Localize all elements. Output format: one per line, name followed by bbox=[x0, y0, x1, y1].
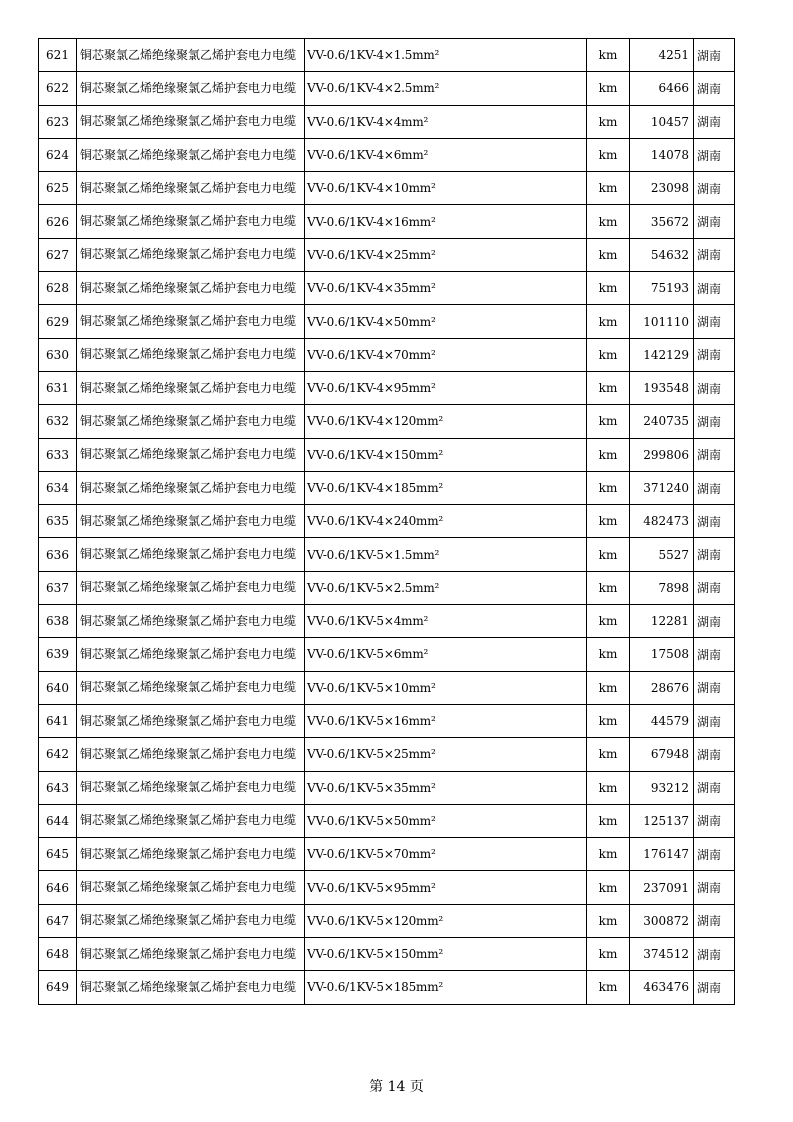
unit: km bbox=[587, 738, 630, 771]
price: 482473 bbox=[630, 505, 694, 538]
product-spec: VV-0.6/1KV-4×1.5mm² bbox=[305, 39, 587, 72]
unit: km bbox=[587, 205, 630, 238]
product-spec: VV-0.6/1KV-4×6mm² bbox=[305, 138, 587, 171]
page-number: 第 14 页 bbox=[369, 1079, 424, 1095]
unit: km bbox=[587, 405, 630, 438]
region: 湖南 bbox=[694, 138, 735, 171]
price: 23098 bbox=[630, 172, 694, 205]
unit: km bbox=[587, 39, 630, 72]
table-row bbox=[39, 605, 735, 638]
product-name: 铜芯聚氯乙烯绝缘聚氯乙烯护套电力电缆 bbox=[77, 671, 305, 704]
product-spec: VV-0.6/1KV-5×185mm² bbox=[305, 971, 587, 1004]
table-row bbox=[39, 205, 735, 238]
price: 142129 bbox=[630, 338, 694, 371]
row-number: 638 bbox=[39, 605, 77, 638]
product-name: 铜芯聚氯乙烯绝缘聚氯乙烯护套电力电缆 bbox=[77, 605, 305, 638]
price: 101110 bbox=[630, 305, 694, 338]
unit: km bbox=[587, 238, 630, 271]
region: 湖南 bbox=[694, 971, 735, 1004]
row-number: 623 bbox=[39, 105, 77, 138]
table-row bbox=[39, 971, 735, 1004]
price: 12281 bbox=[630, 605, 694, 638]
region: 湖南 bbox=[694, 471, 735, 504]
row-number: 647 bbox=[39, 904, 77, 937]
unit: km bbox=[587, 105, 630, 138]
row-number: 628 bbox=[39, 272, 77, 305]
price: 193548 bbox=[630, 371, 694, 404]
table-row bbox=[39, 904, 735, 937]
unit: km bbox=[587, 471, 630, 504]
table-row bbox=[39, 105, 735, 138]
row-number: 632 bbox=[39, 405, 77, 438]
row-number: 621 bbox=[39, 39, 77, 72]
price: 299806 bbox=[630, 438, 694, 471]
row-number: 636 bbox=[39, 538, 77, 571]
unit: km bbox=[587, 704, 630, 737]
row-number: 645 bbox=[39, 838, 77, 871]
product-name: 铜芯聚氯乙烯绝缘聚氯乙烯护套电力电缆 bbox=[77, 205, 305, 238]
table-row bbox=[39, 405, 735, 438]
region: 湖南 bbox=[694, 338, 735, 371]
table-row bbox=[39, 738, 735, 771]
product-name: 铜芯聚氯乙烯绝缘聚氯乙烯护套电力电缆 bbox=[77, 471, 305, 504]
row-number: 631 bbox=[39, 371, 77, 404]
table-row bbox=[39, 538, 735, 571]
unit: km bbox=[587, 138, 630, 171]
unit: km bbox=[587, 305, 630, 338]
region: 湖南 bbox=[694, 871, 735, 904]
product-name: 铜芯聚氯乙烯绝缘聚氯乙烯护套电力电缆 bbox=[77, 838, 305, 871]
unit: km bbox=[587, 272, 630, 305]
product-spec: VV-0.6/1KV-5×10mm² bbox=[305, 671, 587, 704]
price: 93212 bbox=[630, 771, 694, 804]
unit: km bbox=[587, 505, 630, 538]
price: 237091 bbox=[630, 871, 694, 904]
row-number: 641 bbox=[39, 704, 77, 737]
product-name: 铜芯聚氯乙烯绝缘聚氯乙烯护套电力电缆 bbox=[77, 72, 305, 105]
product-name: 铜芯聚氯乙烯绝缘聚氯乙烯护套电力电缆 bbox=[77, 338, 305, 371]
row-number: 624 bbox=[39, 138, 77, 171]
row-number: 644 bbox=[39, 804, 77, 837]
table-row bbox=[39, 671, 735, 704]
product-name: 铜芯聚氯乙烯绝缘聚氯乙烯护套电力电缆 bbox=[77, 172, 305, 205]
unit: km bbox=[587, 605, 630, 638]
region: 湖南 bbox=[694, 238, 735, 271]
row-number: 626 bbox=[39, 205, 77, 238]
product-name: 铜芯聚氯乙烯绝缘聚氯乙烯护套电力电缆 bbox=[77, 105, 305, 138]
row-number: 625 bbox=[39, 172, 77, 205]
product-name: 铜芯聚氯乙烯绝缘聚氯乙烯护套电力电缆 bbox=[77, 371, 305, 404]
row-number: 629 bbox=[39, 305, 77, 338]
table-row bbox=[39, 72, 735, 105]
region: 湖南 bbox=[694, 838, 735, 871]
row-number: 637 bbox=[39, 571, 77, 604]
price: 300872 bbox=[630, 904, 694, 937]
row-number: 635 bbox=[39, 505, 77, 538]
product-spec: VV-0.6/1KV-5×4mm² bbox=[305, 605, 587, 638]
row-number: 622 bbox=[39, 72, 77, 105]
table-row bbox=[39, 305, 735, 338]
price: 10457 bbox=[630, 105, 694, 138]
product-spec: VV-0.6/1KV-4×4mm² bbox=[305, 105, 587, 138]
region: 湖南 bbox=[694, 172, 735, 205]
product-name: 铜芯聚氯乙烯绝缘聚氯乙烯护套电力电缆 bbox=[77, 272, 305, 305]
region: 湖南 bbox=[694, 505, 735, 538]
product-name: 铜芯聚氯乙烯绝缘聚氯乙烯护套电力电缆 bbox=[77, 138, 305, 171]
unit: km bbox=[587, 538, 630, 571]
product-name: 铜芯聚氯乙烯绝缘聚氯乙烯护套电力电缆 bbox=[77, 771, 305, 804]
region: 湖南 bbox=[694, 671, 735, 704]
product-name: 铜芯聚氯乙烯绝缘聚氯乙烯护套电力电缆 bbox=[77, 405, 305, 438]
row-number: 640 bbox=[39, 671, 77, 704]
table-row bbox=[39, 771, 735, 804]
unit: km bbox=[587, 804, 630, 837]
row-number: 634 bbox=[39, 471, 77, 504]
price: 28676 bbox=[630, 671, 694, 704]
product-name: 铜芯聚氯乙烯绝缘聚氯乙烯护套电力电缆 bbox=[77, 505, 305, 538]
price: 125137 bbox=[630, 804, 694, 837]
region: 湖南 bbox=[694, 904, 735, 937]
unit: km bbox=[587, 571, 630, 604]
product-spec: VV-0.6/1KV-4×50mm² bbox=[305, 305, 587, 338]
product-spec: VV-0.6/1KV-4×10mm² bbox=[305, 172, 587, 205]
product-name: 铜芯聚氯乙烯绝缘聚氯乙烯护套电力电缆 bbox=[77, 438, 305, 471]
region: 湖南 bbox=[694, 804, 735, 837]
unit: km bbox=[587, 904, 630, 937]
product-spec: VV-0.6/1KV-4×25mm² bbox=[305, 238, 587, 271]
row-number: 642 bbox=[39, 738, 77, 771]
product-spec: VV-0.6/1KV-5×6mm² bbox=[305, 638, 587, 671]
product-spec: VV-0.6/1KV-4×16mm² bbox=[305, 205, 587, 238]
row-number: 646 bbox=[39, 871, 77, 904]
region: 湖南 bbox=[694, 704, 735, 737]
unit: km bbox=[587, 638, 630, 671]
table-row bbox=[39, 172, 735, 205]
product-spec: VV-0.6/1KV-4×70mm² bbox=[305, 338, 587, 371]
table-row bbox=[39, 238, 735, 271]
price: 4251 bbox=[630, 39, 694, 72]
region: 湖南 bbox=[694, 738, 735, 771]
unit: km bbox=[587, 172, 630, 205]
product-spec: VV-0.6/1KV-5×16mm² bbox=[305, 704, 587, 737]
unit: km bbox=[587, 938, 630, 971]
price-table bbox=[38, 38, 735, 1005]
region: 湖南 bbox=[694, 272, 735, 305]
product-spec: VV-0.6/1KV-5×50mm² bbox=[305, 804, 587, 837]
price: 67948 bbox=[630, 738, 694, 771]
unit: km bbox=[587, 338, 630, 371]
product-spec: VV-0.6/1KV-4×35mm² bbox=[305, 272, 587, 305]
table-row bbox=[39, 338, 735, 371]
table-row bbox=[39, 871, 735, 904]
table-row bbox=[39, 272, 735, 305]
price: 176147 bbox=[630, 838, 694, 871]
product-name: 铜芯聚氯乙烯绝缘聚氯乙烯护套电力电缆 bbox=[77, 238, 305, 271]
product-spec: VV-0.6/1KV-4×120mm² bbox=[305, 405, 587, 438]
product-name: 铜芯聚氯乙烯绝缘聚氯乙烯护套电力电缆 bbox=[77, 305, 305, 338]
product-spec: VV-0.6/1KV-5×120mm² bbox=[305, 904, 587, 937]
table-row bbox=[39, 438, 735, 471]
product-spec: VV-0.6/1KV-5×35mm² bbox=[305, 771, 587, 804]
region: 湖南 bbox=[694, 571, 735, 604]
price: 6466 bbox=[630, 72, 694, 105]
row-number: 639 bbox=[39, 638, 77, 671]
region: 湖南 bbox=[694, 771, 735, 804]
product-name: 铜芯聚氯乙烯绝缘聚氯乙烯护套电力电缆 bbox=[77, 638, 305, 671]
table-row bbox=[39, 39, 735, 72]
product-name: 铜芯聚氯乙烯绝缘聚氯乙烯护套电力电缆 bbox=[77, 804, 305, 837]
unit: km bbox=[587, 771, 630, 804]
row-number: 643 bbox=[39, 771, 77, 804]
product-name: 铜芯聚氯乙烯绝缘聚氯乙烯护套电力电缆 bbox=[77, 938, 305, 971]
product-name: 铜芯聚氯乙烯绝缘聚氯乙烯护套电力电缆 bbox=[77, 571, 305, 604]
region: 湖南 bbox=[694, 205, 735, 238]
table-row bbox=[39, 471, 735, 504]
product-name: 铜芯聚氯乙烯绝缘聚氯乙烯护套电力电缆 bbox=[77, 971, 305, 1004]
unit: km bbox=[587, 72, 630, 105]
product-name: 铜芯聚氯乙烯绝缘聚氯乙烯护套电力电缆 bbox=[77, 871, 305, 904]
region: 湖南 bbox=[694, 72, 735, 105]
product-name: 铜芯聚氯乙烯绝缘聚氯乙烯护套电力电缆 bbox=[77, 904, 305, 937]
price: 35672 bbox=[630, 205, 694, 238]
unit: km bbox=[587, 438, 630, 471]
price: 54632 bbox=[630, 238, 694, 271]
table-row bbox=[39, 704, 735, 737]
price: 17508 bbox=[630, 638, 694, 671]
price: 374512 bbox=[630, 938, 694, 971]
product-spec: VV-0.6/1KV-5×70mm² bbox=[305, 838, 587, 871]
region: 湖南 bbox=[694, 405, 735, 438]
row-number: 627 bbox=[39, 238, 77, 271]
region: 湖南 bbox=[694, 605, 735, 638]
product-spec: VV-0.6/1KV-4×185mm² bbox=[305, 471, 587, 504]
product-spec: VV-0.6/1KV-4×150mm² bbox=[305, 438, 587, 471]
price: 44579 bbox=[630, 704, 694, 737]
table-row bbox=[39, 571, 735, 604]
product-name: 铜芯聚氯乙烯绝缘聚氯乙烯护套电力电缆 bbox=[77, 704, 305, 737]
table-row bbox=[39, 838, 735, 871]
table-row bbox=[39, 938, 735, 971]
product-name: 铜芯聚氯乙烯绝缘聚氯乙烯护套电力电缆 bbox=[77, 538, 305, 571]
product-spec: VV-0.6/1KV-4×2.5mm² bbox=[305, 72, 587, 105]
region: 湖南 bbox=[694, 538, 735, 571]
region: 湖南 bbox=[694, 638, 735, 671]
product-name: 铜芯聚氯乙烯绝缘聚氯乙烯护套电力电缆 bbox=[77, 738, 305, 771]
table-row bbox=[39, 804, 735, 837]
unit: km bbox=[587, 371, 630, 404]
row-number: 630 bbox=[39, 338, 77, 371]
product-spec: VV-0.6/1KV-5×1.5mm² bbox=[305, 538, 587, 571]
table-row bbox=[39, 638, 735, 671]
region: 湖南 bbox=[694, 438, 735, 471]
product-name: 铜芯聚氯乙烯绝缘聚氯乙烯护套电力电缆 bbox=[77, 39, 305, 72]
price: 463476 bbox=[630, 971, 694, 1004]
price: 5527 bbox=[630, 538, 694, 571]
product-spec: VV-0.6/1KV-4×95mm² bbox=[305, 371, 587, 404]
product-spec: VV-0.6/1KV-4×240mm² bbox=[305, 505, 587, 538]
product-spec: VV-0.6/1KV-5×25mm² bbox=[305, 738, 587, 771]
row-number: 648 bbox=[39, 938, 77, 971]
table-row bbox=[39, 505, 735, 538]
unit: km bbox=[587, 871, 630, 904]
product-spec: VV-0.6/1KV-5×2.5mm² bbox=[305, 571, 587, 604]
price: 240735 bbox=[630, 405, 694, 438]
unit: km bbox=[587, 971, 630, 1004]
region: 湖南 bbox=[694, 105, 735, 138]
product-spec: VV-0.6/1KV-5×150mm² bbox=[305, 938, 587, 971]
row-number: 649 bbox=[39, 971, 77, 1004]
price: 75193 bbox=[630, 272, 694, 305]
table-body bbox=[39, 39, 735, 1005]
region: 湖南 bbox=[694, 371, 735, 404]
table-row bbox=[39, 138, 735, 171]
unit: km bbox=[587, 838, 630, 871]
price: 14078 bbox=[630, 138, 694, 171]
product-spec: VV-0.6/1KV-5×95mm² bbox=[305, 871, 587, 904]
region: 湖南 bbox=[694, 938, 735, 971]
price: 371240 bbox=[630, 471, 694, 504]
region: 湖南 bbox=[694, 39, 735, 72]
table-row bbox=[39, 371, 735, 404]
unit: km bbox=[587, 671, 630, 704]
row-number: 633 bbox=[39, 438, 77, 471]
region: 湖南 bbox=[694, 305, 735, 338]
price: 7898 bbox=[630, 571, 694, 604]
